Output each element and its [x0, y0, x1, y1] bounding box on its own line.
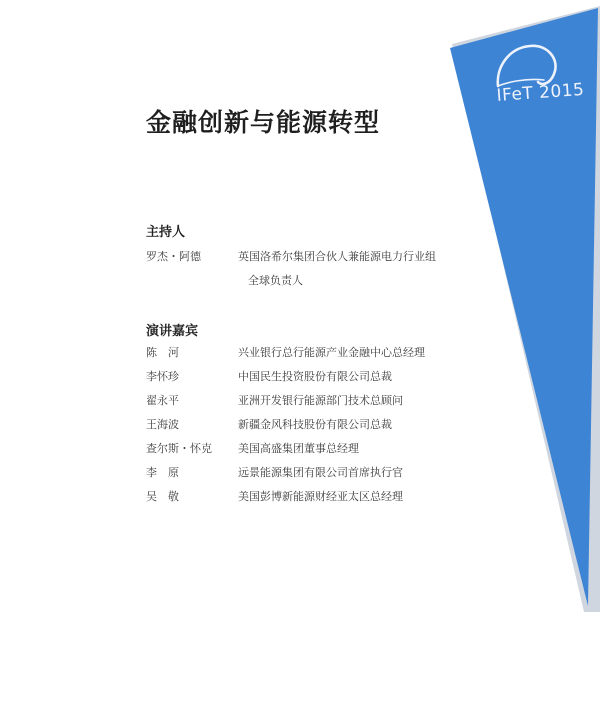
person-role: 美国高盛集团董事总经理 [238, 442, 359, 455]
person-role: 中国民生投资股份有限公司总裁 [238, 370, 392, 383]
person-role: 远景能源集团有限公司首席执行官 [238, 466, 403, 479]
person-role: 亚洲开发银行能源部门技术总顾问 [238, 394, 403, 407]
speaker-row [146, 344, 466, 362]
speaker-row [146, 392, 466, 410]
person-name: 陈 河 [146, 346, 179, 359]
person-name: 翟永平 [146, 394, 179, 407]
person-name: 罗杰・阿德 [146, 250, 201, 263]
person-role: 美国彭博新能源财经亚太区总经理 [238, 490, 403, 503]
person-name: 查尔斯・怀克 [146, 442, 212, 455]
page-title: 金融创新与能源转型 [146, 108, 381, 137]
ifet-logo-icon [468, 38, 588, 118]
speakers-heading: 演讲嘉宾 [146, 324, 199, 339]
person-name: 李怀珍 [146, 370, 179, 383]
person-role: 新疆金风科技股份有限公司总裁 [238, 418, 392, 431]
person-name: 李 原 [146, 466, 179, 479]
logo-text: IFeT 2015 [496, 79, 586, 106]
speaker-row [146, 488, 466, 506]
moderator-row [146, 248, 466, 266]
speaker-row [146, 368, 466, 386]
speaker-row [146, 464, 466, 482]
person-name: 吴 敬 [146, 490, 179, 503]
person-role: 兴业银行总行能源产业金融中心总经理 [238, 346, 425, 359]
person-role: 英国洛希尔集团合伙人兼能源电力行业组 [238, 250, 436, 263]
speaker-row [146, 440, 466, 458]
person-name: 王海波 [146, 418, 179, 431]
person-role-continuation: 全球负责人 [248, 274, 303, 287]
speaker-row [146, 416, 466, 434]
moderator-heading: 主持人 [146, 225, 186, 240]
